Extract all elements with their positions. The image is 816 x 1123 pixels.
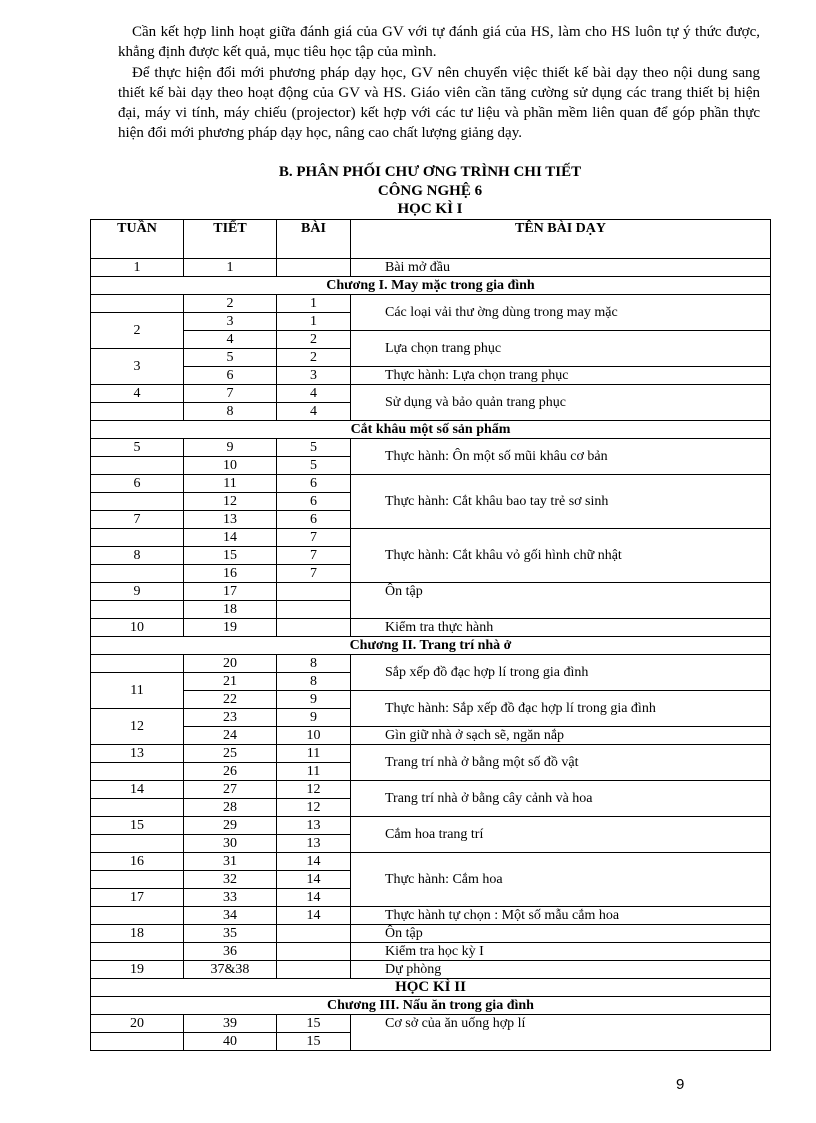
period-cell: 15 [184, 547, 277, 565]
lesson-cell: 15 [277, 1015, 351, 1033]
title-cell: Thực hành: Cắm hoa [351, 853, 771, 907]
period-cell: 29 [184, 817, 277, 835]
week-cell [91, 907, 184, 925]
title-cell: Trang trí nhà ở bằng cây cảnh và hoa [351, 781, 771, 817]
period-cell: 31 [184, 853, 277, 871]
week-cell: 12 [91, 709, 184, 745]
week-cell [91, 295, 184, 313]
week-cell [91, 403, 184, 421]
table-row [91, 385, 771, 403]
title-cell: Thực hành: Ôn một số mũi khâu cơ bản [351, 439, 771, 475]
lesson-cell: 4 [277, 403, 351, 421]
week-cell [91, 763, 184, 781]
table-row [91, 943, 771, 961]
lesson-cell: 14 [277, 853, 351, 871]
lesson-cell: 14 [277, 907, 351, 925]
week-cell [91, 943, 184, 961]
chapter-row [91, 637, 771, 655]
lesson-cell: 5 [277, 439, 351, 457]
period-cell: 27 [184, 781, 277, 799]
week-cell: 5 [91, 439, 184, 457]
period-cell: 35 [184, 925, 277, 943]
term-row [91, 979, 771, 997]
lesson-cell: 7 [277, 529, 351, 547]
period-cell: 3 [184, 313, 277, 331]
week-cell: 17 [91, 889, 184, 907]
week-cell: 6 [91, 475, 184, 493]
chapter-row [91, 421, 771, 439]
week-cell [91, 655, 184, 673]
week-cell: 14 [91, 781, 184, 799]
table-row [91, 961, 771, 979]
subject-heading: CÔNG NGHỆ 6 [377, 183, 483, 199]
week-cell: 20 [91, 1015, 184, 1033]
title-cell: Thực hành: Cắt khâu vỏ gối hình chữ nhật [351, 529, 771, 583]
period-cell: 14 [184, 529, 277, 547]
week-cell: 18 [91, 925, 184, 943]
lesson-cell [277, 961, 351, 979]
chapter-title: Cắt khâu một số sản phẩm [91, 421, 771, 439]
lesson-cell: 1 [277, 313, 351, 331]
week-cell [91, 601, 184, 619]
table-header-row [91, 220, 771, 259]
lesson-cell: 3 [277, 367, 351, 385]
lesson-cell: 12 [277, 799, 351, 817]
period-cell: 28 [184, 799, 277, 817]
title-cell: Cơ sở của ăn uống hợp lí [351, 1015, 771, 1051]
period-cell: 23 [184, 709, 277, 727]
week-cell: 1 [91, 259, 184, 277]
lesson-cell: 9 [277, 709, 351, 727]
table-row [91, 745, 771, 763]
week-cell: 9 [91, 583, 184, 601]
header-title: TÊN BÀI DẠY [351, 220, 771, 259]
lesson-cell: 13 [277, 835, 351, 853]
lesson-cell: 10 [277, 727, 351, 745]
period-cell: 19 [184, 619, 277, 637]
table-row [91, 331, 771, 349]
section-heading: B. PHÂN PHỐI CHƯ ƠNG TRÌNH CHI TIẾT [278, 164, 582, 180]
title-cell: Thực hành: Cắt khâu bao tay trẻ sơ sinh [351, 475, 771, 529]
week-cell: 10 [91, 619, 184, 637]
table-row [91, 367, 771, 385]
header-week: TUẦN [91, 220, 184, 259]
period-cell: 39 [184, 1015, 277, 1033]
period-cell: 17 [184, 583, 277, 601]
header-period: TIẾT [184, 220, 277, 259]
period-cell: 26 [184, 763, 277, 781]
period-cell: 4 [184, 331, 277, 349]
week-cell [91, 835, 184, 853]
lesson-cell: 6 [277, 493, 351, 511]
week-cell: 3 [91, 349, 184, 385]
table-row [91, 853, 771, 871]
period-cell: 34 [184, 907, 277, 925]
title-cell: Sử dụng và bảo quản trang phục [351, 385, 771, 421]
week-cell [91, 529, 184, 547]
period-cell: 13 [184, 511, 277, 529]
table-row [91, 295, 771, 313]
week-cell [91, 1033, 184, 1051]
table-row [91, 619, 771, 637]
period-cell: 36 [184, 943, 277, 961]
title-cell: Trang trí nhà ở bằng một số đồ vật [351, 745, 771, 781]
period-cell: 2 [184, 295, 277, 313]
week-cell: 7 [91, 511, 184, 529]
week-cell [91, 457, 184, 475]
period-cell: 40 [184, 1033, 277, 1051]
title-cell: Kiểm tra thực hành [351, 619, 771, 637]
period-cell: 20 [184, 655, 277, 673]
lesson-cell [277, 619, 351, 637]
title-cell: Lựa chọn trang phục [351, 331, 771, 367]
lesson-cell: 14 [277, 871, 351, 889]
lesson-cell: 7 [277, 565, 351, 583]
intro-paragraph-1: Cần kết hợp linh hoạt giữa đánh giá của GV với tự đánh giá của HS, làm cho HS luôn tự ý thức được, khẳng định được kết quả, mục tiêu học tập của mình. [118, 24, 760, 60]
page-number: 9 [676, 1076, 685, 1093]
week-cell: 2 [91, 313, 184, 349]
lesson-cell: 2 [277, 331, 351, 349]
table-row [91, 259, 771, 277]
period-cell: 30 [184, 835, 277, 853]
chapter-title: Chương I. May mặc trong gia đình [91, 277, 771, 295]
lesson-cell: 6 [277, 475, 351, 493]
term-title: HỌC KÌ II [91, 979, 771, 997]
lesson-cell [277, 259, 351, 277]
period-cell: 7 [184, 385, 277, 403]
period-cell: 9 [184, 439, 277, 457]
period-cell: 6 [184, 367, 277, 385]
lesson-cell [277, 583, 351, 601]
lesson-cell: 6 [277, 511, 351, 529]
week-cell: 15 [91, 817, 184, 835]
period-cell: 22 [184, 691, 277, 709]
table-row [91, 781, 771, 799]
title-cell: Ôn tập [351, 583, 771, 619]
lesson-cell: 7 [277, 547, 351, 565]
period-cell: 25 [184, 745, 277, 763]
table-row [91, 1015, 771, 1033]
lesson-cell: 2 [277, 349, 351, 367]
title-cell: Bài mở đầu [351, 259, 771, 277]
lesson-cell: 9 [277, 691, 351, 709]
lesson-cell: 8 [277, 655, 351, 673]
intro-paragraph-2: Để thực hiện đổi mới phương pháp dạy học, GV nên chuyển việc thiết kế bài dạy theo nội dung sang thiết kế bài dạy theo hoạt động của GV và HS. Giáo viên cần tăng cường sử dụng các trang thiết bị hiện đại, máy vi tính, máy chiếu (projector) kết hợp với các tư liệu và phần mềm liên quan để góp phần thực hiện đổi mới phương pháp dạy học, nâng cao chất lượng giảng dạy. [118, 65, 760, 141]
period-cell: 21 [184, 673, 277, 691]
title-cell: Thực hành: Sắp xếp đồ đạc hợp lí trong gia đình [351, 691, 771, 727]
week-cell [91, 871, 184, 889]
period-cell: 18 [184, 601, 277, 619]
header-lesson: BÀI [277, 220, 351, 259]
period-cell: 37&38 [184, 961, 277, 979]
title-cell: Dự phòng [351, 961, 771, 979]
table-row [91, 817, 771, 835]
week-cell: 16 [91, 853, 184, 871]
week-cell: 8 [91, 547, 184, 565]
period-cell: 33 [184, 889, 277, 907]
lesson-cell [277, 943, 351, 961]
table-row [91, 925, 771, 943]
week-cell: 13 [91, 745, 184, 763]
period-cell: 5 [184, 349, 277, 367]
lesson-cell: 13 [277, 817, 351, 835]
week-cell: 11 [91, 673, 184, 709]
lesson-cell: 12 [277, 781, 351, 799]
title-cell: Sắp xếp đồ đạc hợp lí trong gia đình [351, 655, 771, 691]
period-cell: 12 [184, 493, 277, 511]
lesson-cell: 11 [277, 763, 351, 781]
title-cell: Các loại vải thư ờng dùng trong may mặc [351, 295, 771, 331]
week-cell [91, 799, 184, 817]
chapter-row [91, 277, 771, 295]
table-row [91, 727, 771, 745]
title-cell: Gìn giữ nhà ở sạch sẽ, ngăn nắp [351, 727, 771, 745]
chapter-row [91, 997, 771, 1015]
table-row [91, 439, 771, 457]
period-cell: 32 [184, 871, 277, 889]
lesson-cell: 4 [277, 385, 351, 403]
chapter-title: Chương II. Trang trí nhà ở [91, 637, 771, 655]
table-row [91, 583, 771, 601]
week-cell [91, 493, 184, 511]
period-cell: 11 [184, 475, 277, 493]
lesson-cell: 15 [277, 1033, 351, 1051]
title-cell: Cắm hoa trang trí [351, 817, 771, 853]
period-cell: 16 [184, 565, 277, 583]
lesson-cell: 1 [277, 295, 351, 313]
lesson-cell: 14 [277, 889, 351, 907]
chapter-title: Chương III. Nấu ăn trong gia đình [91, 997, 771, 1015]
lesson-cell: 11 [277, 745, 351, 763]
lesson-cell: 5 [277, 457, 351, 475]
table-row [91, 907, 771, 925]
lesson-cell [277, 925, 351, 943]
table-row [91, 691, 771, 709]
lesson-cell [277, 601, 351, 619]
curriculum-table [90, 219, 771, 1051]
table-row [91, 475, 771, 493]
week-cell: 4 [91, 385, 184, 403]
period-cell: 8 [184, 403, 277, 421]
week-cell [91, 565, 184, 583]
title-cell: Kiểm tra học kỳ I [351, 943, 771, 961]
title-cell: Thực hành: Lựa chọn trang phục [351, 367, 771, 385]
title-cell: Thực hành tự chọn : Một số mẫu cắm hoa [351, 907, 771, 925]
period-cell: 10 [184, 457, 277, 475]
lesson-cell: 8 [277, 673, 351, 691]
term-heading: HỌC KÌ I [397, 201, 463, 217]
period-cell: 1 [184, 259, 277, 277]
table-row [91, 529, 771, 547]
title-cell: Ôn tập [351, 925, 771, 943]
period-cell: 24 [184, 727, 277, 745]
table-row [91, 655, 771, 673]
week-cell: 19 [91, 961, 184, 979]
